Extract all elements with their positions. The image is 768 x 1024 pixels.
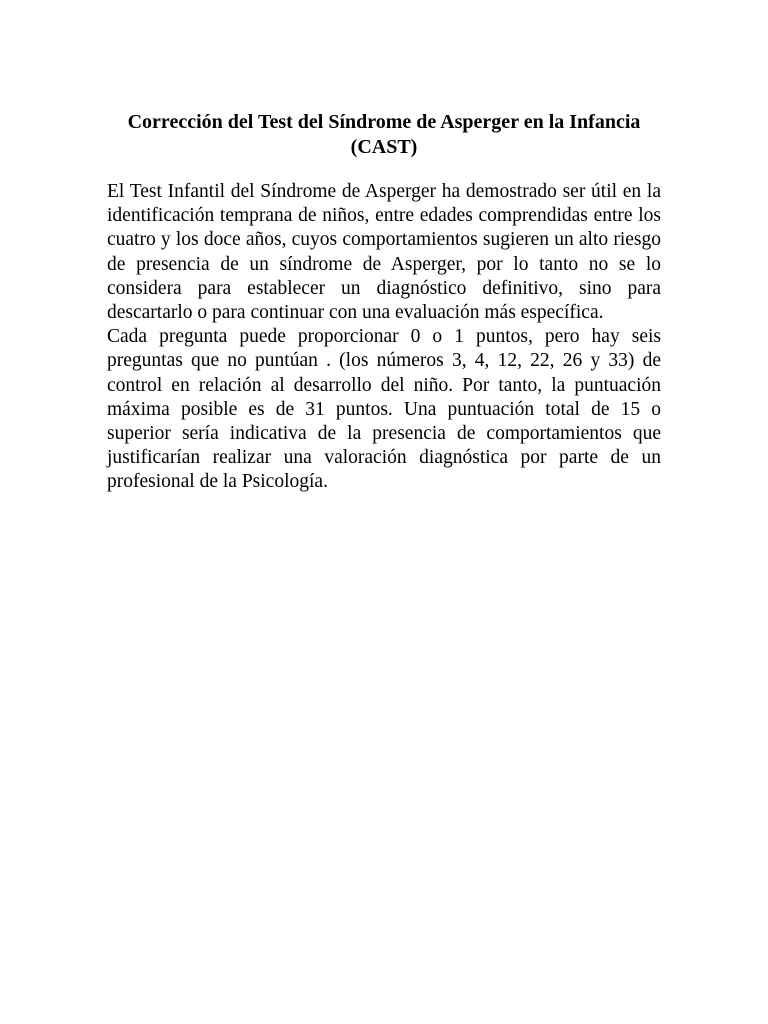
document-page <box>107 110 661 495</box>
document-body <box>107 180 661 495</box>
document-title <box>107 110 661 160</box>
title-line-1: Corrección del Test del Síndrome de Asperger en la Infancia <box>127 111 641 133</box>
paragraph-intro: El Test Infantil del Síndrome de Asperger ha demostrado ser útil en la identificación temprana de niños, entre edades comprendidas entre los cuatro y los doce años, cuyos comportamientos sugieren un alto riesgo de presencia de un síndrome de Asperger, por lo tanto no se lo considera para establecer un diagnóstico definitivo, sino para descartarlo o para continuar con una evaluación más específica. <box>107 181 661 324</box>
title-line-2: (CAST) <box>350 136 418 158</box>
paragraph-scoring: Cada pregunta puede proporcionar 0 o 1 puntos, pero hay seis preguntas que no puntúan . (los números 3, 4, 12, 22, 26 y 33) de control en relación al desarrollo del niño. Por tanto, la puntuación máxima posible es de 31 puntos. Una puntuación total de 15 o superior sería indicativa de la presencia de comportamientos que justificarían realizar una valoración diagnóstica por parte de un profesional de la Psicología. <box>107 326 661 493</box>
